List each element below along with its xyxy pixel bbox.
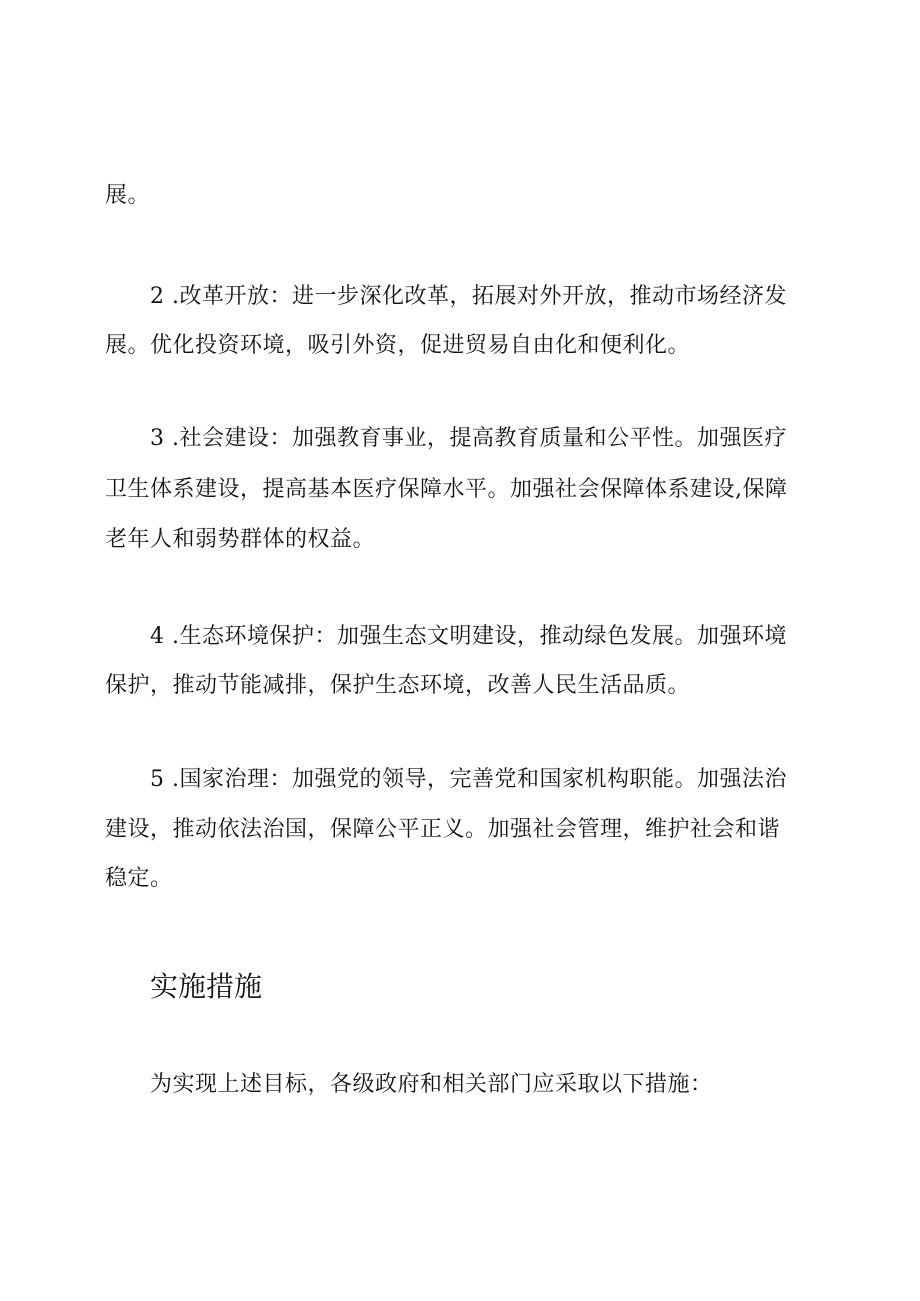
list-item-line: 3 .社会建设：加强教育事业，提高教育质量和公平性。加强医疗 <box>150 426 787 451</box>
list-item-line: 4 .生态环境保护：加强生态文明建设，推动绿色发展。加强环境 <box>150 624 787 649</box>
list-item-line: 老年人和弱势群体的权益。 <box>105 527 376 552</box>
list-item-line: 保护，推动节能减排，保护生态环境，改善人民生活品质。 <box>105 673 691 698</box>
list-item-line: 展。优化投资环境，吸引外资，促进贸易自由化和便利化。 <box>105 333 691 358</box>
section-heading: 实施措施 <box>150 970 263 1003</box>
list-item-line: 稳定。 <box>105 866 173 891</box>
list-item-line: 2 .改革开放：进一步深化改革，拓展对外开放，推动市场经济发 <box>150 284 787 309</box>
list-item-line: 卫生体系建设，提高基本医疗保障水平。加强社会保障体系建设,保障 <box>105 477 788 502</box>
section-intro: 为实现上述目标，各级政府和相关部门应采取以下措施： <box>150 1072 713 1097</box>
list-item-line: 建设，推动依法治国，保障公平正义。加强社会管理，维护社会和谐 <box>105 817 781 842</box>
list-item-line: 5 .国家治理：加强党的领导，完善党和国家机构职能。加强法治 <box>150 767 787 792</box>
continuation-text: 展。 <box>105 183 151 208</box>
